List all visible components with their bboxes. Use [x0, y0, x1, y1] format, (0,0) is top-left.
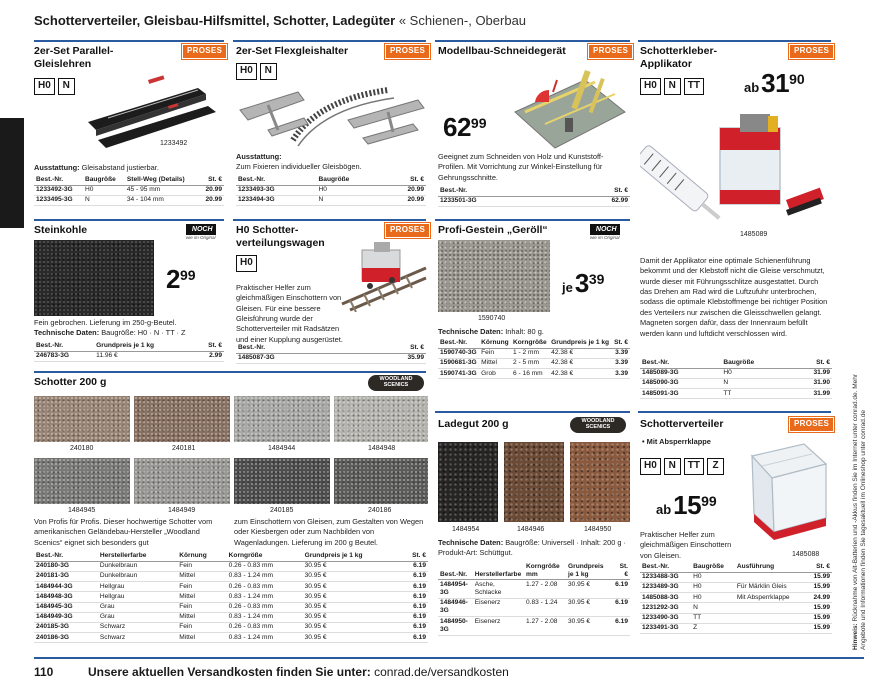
- swatch-label: 1484950: [584, 526, 612, 533]
- gauge-list: [236, 63, 277, 80]
- image-number: 1590740: [478, 315, 506, 322]
- table-row[interactable]: 1233494-3G N 20.99: [236, 195, 426, 205]
- product-title: Profi-Gestein „Geröll“: [438, 224, 548, 236]
- image-number: 1233492: [160, 140, 188, 147]
- divider: [34, 40, 224, 42]
- table-row[interactable]: 1590741-3G Grob 6 - 16 mm 42.38 € 3.39: [438, 369, 630, 379]
- load-swatch: [570, 442, 630, 522]
- table-header: Best.-Nr. Herstellerfarbe Körnung Korngröße Grundpreis je 1 kg St. €: [34, 551, 428, 561]
- ballast-swatch: [334, 396, 428, 442]
- table-header: Best.-Nr. Herstellerfarbe Korngröße mm Grundpreis je 1 kg St. €: [438, 562, 630, 580]
- product-table: [34, 551, 428, 643]
- noch-logo: NOCH wie im Original: [590, 226, 620, 241]
- table-row[interactable]: 1233490-3G TT 15.99: [640, 613, 832, 623]
- price: $62^{99}$: [443, 112, 487, 142]
- table-row[interactable]: 1484950-3G Eisenerz 1.27 - 2.08 30.95 € 6.19: [438, 617, 630, 635]
- page-title: [34, 12, 526, 30]
- section-tab: [0, 118, 24, 228]
- features-label: Ausstattung:: [34, 163, 80, 172]
- product-title: 2er-Set Flexgleishalter: [236, 45, 349, 57]
- product-description: zum Einschottern von Gleisen, zum Gestalten von Wegen oder Kiesbergen oder zum Nachbilden von Wagenladungen. Lieferung im 200 g Beutel.: [234, 517, 424, 547]
- divider: [435, 411, 630, 413]
- table-row[interactable]: 1484949-3G Grau Mittel 0.83 - 1.24 mm 30.95 € 6.19: [34, 612, 428, 622]
- product-description: Praktischer Helfer zum gleichmäßigen Einschottern von Gleisen. Für eine bessere Gleisführung wurde der Schotterverteiler mit Radsätzen und einer Kupplung ausgerüstet.: [236, 283, 343, 344]
- product-table: [640, 358, 832, 399]
- gauge-badge: TT: [684, 78, 704, 95]
- brand-badge: PROSES: [182, 44, 227, 59]
- swatch-label: 240180: [70, 445, 94, 452]
- table-row[interactable]: 1233495-3G N 34 - 104 mm 20.99: [34, 195, 224, 205]
- footer-divider: [34, 657, 864, 659]
- woodland-scenics-logo: WOODLAND SCENICS: [570, 417, 626, 433]
- feature-bullet: • Mit Absperrklappe: [642, 437, 711, 446]
- swatch-label: 1484954: [452, 526, 480, 533]
- table-row[interactable]: 1233489-3G H0 Für Märklin Gleis 15.99: [640, 582, 832, 592]
- table-header: Best.-Nr. Baugröße St. €: [640, 358, 832, 368]
- product-title: Ladegut 200 g: [438, 418, 509, 430]
- table-row[interactable]: 1233488-3G H0 15.99: [640, 572, 832, 582]
- breadcrumb[interactable]: « Schienen-, Oberbau: [398, 13, 527, 28]
- table-row[interactable]: 240185-3G Schwarz Fein 0.26 - 0.83 mm 30.95 € 6.19: [34, 622, 428, 632]
- gauge-badge: H0: [236, 63, 257, 80]
- table-row[interactable]: 246783-3G 11.96 € 2.99: [34, 351, 224, 361]
- brand-badge: PROSES: [789, 44, 834, 59]
- gravel-image: [438, 240, 550, 312]
- ballast-swatch: [134, 458, 230, 504]
- swatch-label: 240186: [368, 507, 392, 514]
- table-row[interactable]: 1485091-3G TT 31.99: [640, 389, 832, 399]
- table-row[interactable]: 1233492-3G H0 45 - 95 mm 20.99: [34, 185, 224, 195]
- table-row[interactable]: 240180-3G Dunkelbraun Fein 0.26 - 0.83 mm 30.95 € 6.19: [34, 561, 428, 571]
- ballast-swatch: [234, 458, 330, 504]
- gauge-badge: H0: [236, 255, 257, 272]
- divider: [638, 411, 831, 413]
- ballast-swatch: [134, 396, 230, 442]
- side-note: Hinweis: Rücknahme von Alt-Batterien und -Akkus finden Sie im Internet unter conrad.de. Mehr Angebote und Informationen finden Sie tagesaktuell im Onlineshop unter conrad.de: [852, 373, 867, 650]
- gauge-badge: N: [664, 458, 681, 475]
- table-row[interactable]: 1484945-3G Grau Fein 0.26 - 0.83 mm 30.95 € 6.19: [34, 602, 428, 612]
- coal-image: [34, 240, 154, 316]
- product-title: H0 Schotter-verteilungswagen: [236, 224, 325, 250]
- features-text: Gleisabstand justierbar.: [81, 163, 159, 172]
- product-table: [438, 186, 630, 207]
- shipping-link[interactable]: conrad.de/versandkosten: [374, 665, 509, 679]
- table-row[interactable]: 240186-3G Schwarz Mittel 0.83 - 1.24 mm 30.95 € 6.19: [34, 633, 428, 643]
- divider: [435, 219, 630, 221]
- table-row[interactable]: 1484948-3G Hellgrau Mittel 0.83 - 1.24 mm 30.95 € 6.19: [34, 592, 428, 602]
- gauge-list: [236, 255, 257, 272]
- price: $ab15^{99}$: [656, 490, 717, 520]
- table-row[interactable]: 1484944-3G Hellgrau Fein 0.26 - 0.83 mm 30.95 € 6.19: [34, 582, 428, 592]
- table-row[interactable]: 1590681-3G Mittel 2 - 5 mm 42.38 € 3.39: [438, 358, 630, 368]
- swatch-label: 1484949: [168, 507, 196, 514]
- product-title: Schotterverteiler: [640, 418, 724, 430]
- gauge-badge: N: [260, 63, 277, 80]
- ballast-swatch: [234, 396, 330, 442]
- image-number: 1485088: [792, 551, 820, 558]
- divider: [233, 219, 426, 221]
- product-features: [34, 163, 224, 173]
- ballast-swatch: [34, 458, 130, 504]
- divider: [233, 40, 426, 42]
- features-text: Zum Fixieren individueller Gleisbögen.: [236, 162, 362, 172]
- gauge-badge: H0: [34, 78, 55, 95]
- product-table: [640, 562, 832, 634]
- product-table: [438, 562, 630, 636]
- brand-badge: PROSES: [789, 417, 834, 432]
- swatch-label: 240185: [270, 507, 294, 514]
- swatch-label: 1484948: [368, 445, 396, 452]
- product-description: Von Profis für Profis. Dieser hochwertige Schotter vom amerikanischen Geländebau-Hersteller „Woodland Scenics“ eignet sich besonders gut: [34, 517, 213, 547]
- swatch-label: 1484945: [68, 507, 96, 514]
- gauge-badge: N: [664, 78, 681, 95]
- cutting-device-image: [505, 62, 630, 150]
- table-row[interactable]: 240181-3G Dunkelbraun Mittel 0.83 - 1.24 mm 30.95 € 6.19: [34, 571, 428, 581]
- gauge-list: [640, 458, 724, 475]
- table-header: Best.-Nr. Baugröße Ausführung St. €: [640, 562, 832, 572]
- product-features: [236, 152, 426, 173]
- divider: [34, 219, 224, 221]
- gauge-badge: H0: [640, 78, 661, 95]
- table-row[interactable]: 1233491-3G Z 15.99: [640, 623, 832, 633]
- table-row[interactable]: 1590740-3G Fein 1 - 2 mm 42.38 € 3.39: [438, 348, 630, 358]
- table-row[interactable]: 1231292-3G N 15.99: [640, 603, 832, 613]
- swatch-label: 1484946: [517, 526, 545, 533]
- swatch-grid: [34, 396, 428, 516]
- product-title: Schotter 200 g: [34, 376, 107, 388]
- table-header: Best.-Nr. Körnung Korngröße Grundpreis je 1 kg St. €: [438, 338, 630, 348]
- divider: [638, 40, 831, 42]
- page-number: 110: [34, 665, 54, 679]
- product-description: Geeignet zum Schneiden von Holz und Kunststoff-Profilen. Mit Vorrichtung zur Winkel-Einstellung für Gehrungsschnitte.: [438, 152, 604, 182]
- table-row[interactable]: 1233493-3G H0 20.99: [236, 185, 426, 195]
- product-title: Modellbau-Schneidegerät: [438, 45, 566, 57]
- product-title: 2er-Set Parallel-Gleislehren: [34, 45, 114, 71]
- woodland-scenics-logo: WOODLAND SCENICS: [368, 375, 424, 391]
- price: $ab31^{90}$: [744, 68, 805, 98]
- table-row[interactable]: 1485088-3G H0 Mit Absperrklappe 24.99: [640, 593, 832, 603]
- divider: [435, 40, 630, 42]
- price: $je3^{39}$: [562, 268, 605, 298]
- gauge-badge: N: [58, 78, 75, 95]
- table-row[interactable]: 1484946-3G Eisenerz 0.83 - 1.24 30.95 € 6.19: [438, 598, 630, 616]
- gauge-badge: Z: [707, 458, 724, 475]
- image-number: 1485089: [740, 231, 768, 238]
- product-table: [34, 175, 224, 206]
- table-row[interactable]: 1485087-3G 35.99: [236, 353, 426, 363]
- table-header: Best.-Nr. St. €: [438, 186, 630, 196]
- price: $2^{99}$: [166, 264, 196, 294]
- track-gauge-image: [78, 72, 224, 152]
- product-description: Fein gebrochen. Lieferung im 250-g-Beutel. Technische Daten: Baugröße: H0 · N · TT · Z: [34, 318, 186, 338]
- product-title: Schotterkleber-Applikator: [640, 45, 718, 71]
- product-description: Damit der Applikator eine optimale Schienenführung bekommt und der Klebstoff nicht die Gleise verschmutzt, wurde dieser mit Führungsschlitze ausgestattet. Durch das Drehen am Rad wird die Luftzufuhr unterbrochen, sodass die optimale Klebstoffmenge bei richtiger Position des Verteilers nur zwischen die Gleisschwellen gelangt. Magneten sorgen dafür, dass der Innenraum befüllt werden kann und luftdicht verschlossen wird.: [640, 256, 828, 338]
- divider: [34, 371, 426, 373]
- swatch-label: 1484944: [268, 445, 296, 452]
- ballast-swatch: [334, 458, 428, 504]
- table-header: Best.-Nr. St. €: [236, 343, 426, 353]
- gauge-badge: H0: [640, 458, 661, 475]
- table-row[interactable]: 1485090-3G N 31.90: [640, 378, 832, 388]
- swatch-label: 240181: [172, 445, 196, 452]
- product-table: [236, 343, 426, 364]
- table-header: Best.-Nr. Baugröße St. €: [236, 175, 426, 185]
- applicator-image: [640, 104, 830, 254]
- features-label: Ausstattung:: [236, 152, 282, 161]
- noch-logo: NOCH wie im Original: [186, 226, 216, 241]
- product-table: [438, 338, 630, 379]
- ballast-swatch: [34, 396, 130, 442]
- table-row[interactable]: 1485089-3G H0 31.99: [640, 368, 832, 378]
- ballast-spreader-image: [742, 436, 832, 546]
- ballast-wagon-image: [340, 238, 428, 312]
- brand-badge: PROSES: [385, 44, 430, 59]
- gauge-badge: TT: [684, 458, 704, 475]
- brand-badge: PROSES: [588, 44, 633, 59]
- flex-track-holder-image: [238, 80, 428, 150]
- table-row[interactable]: 1233501-3G 62.99: [438, 196, 630, 206]
- product-table: [34, 341, 224, 362]
- load-swatch: [504, 442, 564, 522]
- load-swatch: [438, 442, 498, 522]
- page-title-main: Schotterverteiler, Gleisbau-Hilfsmittel, Schotter, Ladegüter: [34, 13, 396, 28]
- gauge-list: [640, 78, 704, 95]
- product-description: Technische Daten: Inhalt: 80 g.: [438, 327, 544, 336]
- brand-badge: PROSES: [385, 223, 430, 238]
- table-header: Best.-Nr. Grundpreis je 1 kg St. €: [34, 341, 224, 351]
- product-title: Steinkohle: [34, 224, 88, 236]
- product-description: Praktischer Helfer zum gleichmäßigen Einschottern von Gleisen.: [640, 530, 732, 560]
- footer-text: Unsere aktuellen Versandkosten finden Sie unter: conrad.de/versandkosten: [88, 665, 509, 679]
- product-table: [236, 175, 426, 206]
- product-description: Technische Daten: Baugröße: Universell · Inhalt: 200 g · Produkt-Art: Schüttgut.: [438, 538, 627, 558]
- table-header: Best.-Nr. Baugröße Stell-Weg (Details) St. €: [34, 175, 224, 185]
- gauge-list: [34, 78, 75, 95]
- table-row[interactable]: 1484954-3G Asche, Schlacke 1.27 - 2.08 30.95 € 6.19: [438, 580, 630, 598]
